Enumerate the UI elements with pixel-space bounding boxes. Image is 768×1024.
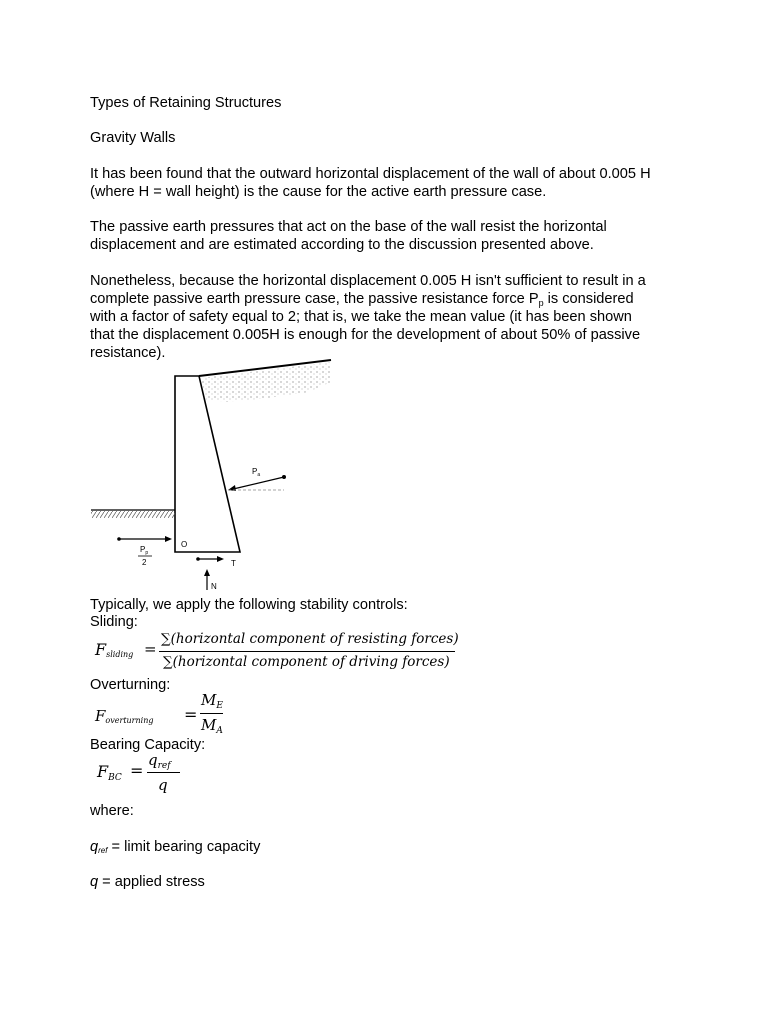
sliding-label: Sliding: (90, 614, 138, 630)
sliding-numerator: ∑(horizontal component of resisting forces) (161, 631, 459, 647)
n-arrowhead (204, 569, 210, 576)
where-label: where: (90, 803, 134, 819)
pp-half-arrowhead (165, 536, 172, 542)
pp-denominator: 2 (142, 558, 147, 567)
bearing-denominator: q (158, 776, 168, 794)
bearing-capacity-label: Bearing Capacity: (90, 737, 206, 753)
paragraph-3-line-3: with a factor of safety equal to 2; that is, we take the mean value (it has been shown (90, 309, 632, 325)
sliding-equals: = (144, 640, 157, 658)
overturning-numerator: $M_E$ (201, 691, 223, 711)
t-label: T (231, 559, 236, 568)
sliding-fraction-bar (159, 651, 455, 652)
pa-arrow-tail (282, 475, 286, 479)
t-arrow-tail (196, 557, 200, 561)
paragraph-1-line-1: It has been found that the outward horizontal displacement of the wall of about 0.005 H (90, 166, 651, 182)
paragraph-2-line-2: displacement and are estimated according to the discussion presented above. (90, 237, 594, 253)
overturning-denominator: $M_A$ (201, 716, 223, 736)
paragraph-3-line-1: Nonetheless, because the horizontal displacement 0.005 H isn't sufficient to result in a (90, 273, 646, 289)
paragraph-3-line-4: that the displacement 0.005H is enough for the development of about 50% of passive (90, 327, 641, 343)
t-arrowhead (217, 556, 224, 562)
paragraph-1-line-2: (where H = wall height) is the cause for the active earth pressure case. (90, 184, 547, 200)
bearing-equals: = (130, 761, 144, 780)
n-label: N (211, 582, 217, 591)
front-ground-hatch (91, 511, 175, 518)
bearing-fraction-bar (147, 772, 180, 773)
definition-q-ref: qref = limit bearing capacity (90, 839, 261, 855)
gravity-wall (175, 376, 240, 552)
pp-half-arrow-tail (117, 537, 121, 541)
pp-subscript: p (538, 298, 544, 308)
pa-arrow (229, 477, 284, 490)
gravity-wall-diagram (88, 356, 338, 596)
overturning-label: Overturning: (90, 677, 171, 693)
pp-label: $P_p$ (140, 545, 149, 556)
bearing-numerator: $q_{ref}$ (148, 751, 171, 771)
document-title: Types of Retaining Structures (90, 95, 282, 111)
sliding-lhs: Fsliding (95, 640, 134, 659)
bearing-lhs: $F_{BC}$ (97, 762, 122, 783)
overturning-lhs: Foverturning (95, 707, 154, 725)
paragraph-3-line-2-post: is considered (543, 291, 634, 307)
pa-label: $P_a$ (252, 467, 261, 478)
stability-controls-intro: Typically, we apply the following stability controls: (90, 597, 408, 613)
o-label: O (181, 540, 188, 549)
paragraph-2-line-1: The passive earth pressures that act on the base of the wall resist the horizontal (90, 219, 607, 235)
paragraph-3-line-2-pre: complete passive earth pressure case, the passive resistance force P (90, 291, 539, 307)
section-heading: Gravity Walls (90, 130, 176, 146)
overturning-fraction-bar (200, 713, 223, 714)
sliding-denominator: ∑(horizontal component of driving forces) (163, 654, 450, 670)
overturning-equals: = (184, 705, 198, 724)
definition-q: q = applied stress (90, 874, 205, 890)
paragraph-3-line-5: resistance). (90, 345, 166, 361)
